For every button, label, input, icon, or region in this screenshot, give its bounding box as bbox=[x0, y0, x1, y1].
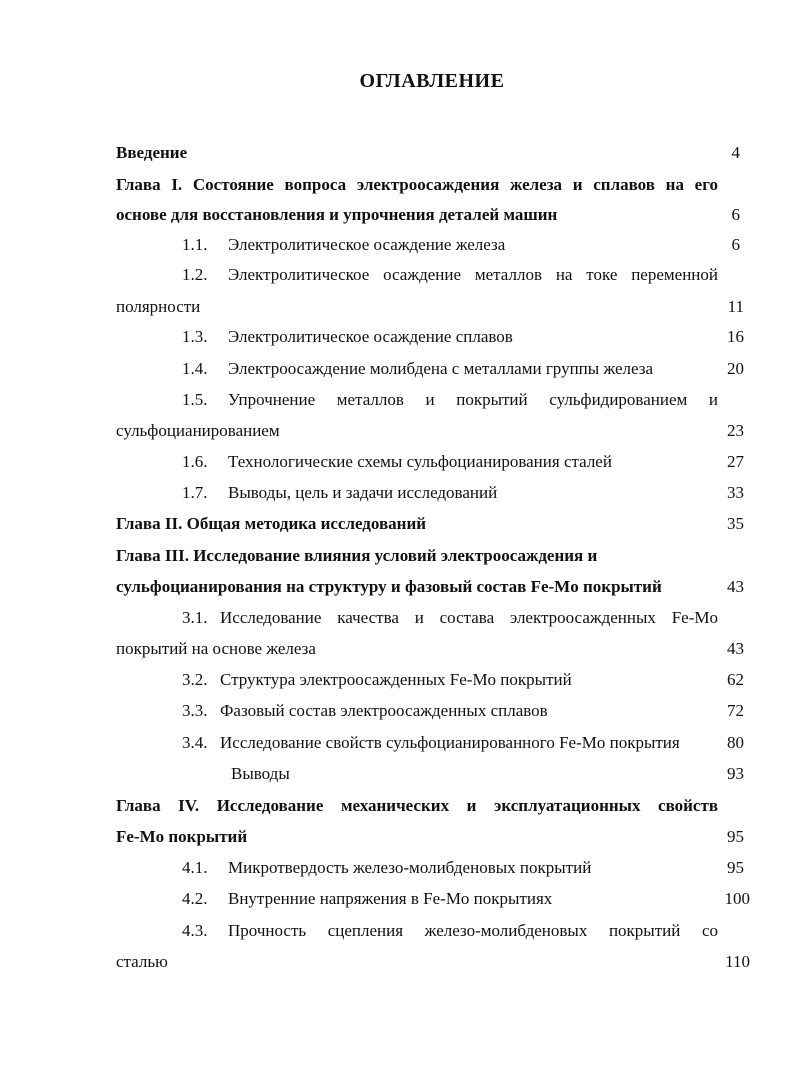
toc-page-number: 11 bbox=[727, 297, 744, 316]
toc-chapter-3-line-1: Глава III. Исследование влияния условий электроосаждения и bbox=[116, 546, 598, 565]
toc-section-1-2-line-1: 1.2. Электролитическое осаждение металлов на токе переменной bbox=[182, 265, 718, 284]
toc-page-number: 6 bbox=[731, 235, 740, 254]
toc-section-1-4: 1.4. Электроосаждение молибдена с металлами группы железа bbox=[182, 359, 654, 378]
toc-section-1-5-line-1: 1.5. Упрочнение металлов и покрытий сульфидированием и bbox=[182, 390, 718, 409]
toc-page-number: 95 bbox=[727, 858, 744, 877]
toc-section-3-1-line-2: покрытий на основе железа bbox=[116, 639, 316, 658]
toc-chapter-4-line-2: Fe-Mo покрытий bbox=[116, 827, 248, 846]
toc-section-3-2: 3.2. Структура электроосажденных Fe-Mo покрытий bbox=[182, 670, 572, 689]
toc-page-number: 80 bbox=[727, 733, 744, 752]
toc-section-4-3-line-1: 4.3. Прочность сцепления железо-молибденовых покрытий со bbox=[182, 921, 718, 940]
toc-page-number: 23 bbox=[727, 421, 744, 440]
toc-section-4-1: 4.1. Микротвердость железо-молибденовых покрытий bbox=[182, 858, 592, 877]
toc-page-number: 100 bbox=[724, 889, 750, 908]
toc-page-number: 4 bbox=[731, 143, 740, 162]
toc-chapter-1-line-1: Глава I. Состояние вопроса электроосаждения железа и сплавов на его bbox=[116, 175, 718, 194]
toc-section-1-3: 1.3. Электролитическое осаждение сплавов bbox=[182, 327, 513, 346]
toc-chapter-3-line-2: сульфоцианирования на структуру и фазовый состав Fe-Mo покрытий bbox=[116, 577, 662, 596]
toc-section-1-1: 1.1. Электролитическое осаждение железа bbox=[182, 235, 506, 254]
toc-section-1-5-line-2: сульфоцианированием bbox=[116, 421, 280, 440]
toc-entry-introduction: Введение bbox=[116, 143, 188, 162]
toc-page-number: 27 bbox=[727, 452, 744, 471]
toc-chapter-2: Глава II. Общая методика исследований bbox=[116, 514, 427, 533]
toc-section-1-2-line-2: полярности bbox=[116, 297, 201, 316]
toc-page-number: 6 bbox=[731, 205, 740, 224]
toc-conclusions: Выводы bbox=[231, 764, 290, 783]
toc-section-3-3: 3.3. Фазовый состав электроосажденных сплавов bbox=[182, 701, 548, 720]
toc-section-1-7: 1.7. Выводы, цель и задачи исследований bbox=[182, 483, 498, 502]
toc-page-number: 110 bbox=[725, 952, 750, 971]
toc-section-3-4: 3.4. Исследование свойств сульфоцианированного Fe-Mo покрытия bbox=[182, 733, 680, 752]
toc-page-number: 43 bbox=[727, 577, 744, 596]
toc-page-number: 20 bbox=[727, 359, 744, 378]
toc-page-number: 72 bbox=[727, 701, 744, 720]
toc-section-3-1-line-1: 3.1. Исследование качества и состава электроосажденных Fe-Mo bbox=[182, 608, 718, 627]
toc-section-4-3-line-2: сталью bbox=[116, 952, 168, 971]
toc-chapter-1-line-2: основе для восстановления и упрочнения деталей машин bbox=[116, 205, 558, 224]
toc-page-number: 35 bbox=[727, 514, 744, 533]
toc-page-number: 16 bbox=[727, 327, 744, 346]
toc-page-number: 93 bbox=[727, 764, 744, 783]
toc-chapter-4-line-1: Глава IV. Исследование механических и эксплуатационных свойств bbox=[116, 796, 718, 815]
toc-page-number: 62 bbox=[727, 670, 744, 689]
toc-section-4-2: 4.2. Внутренние напряжения в Fe-Mo покрытиях bbox=[182, 889, 553, 908]
toc-page-number: 95 bbox=[727, 827, 744, 846]
toc-page-number: 33 bbox=[727, 483, 744, 502]
page-title: ОГЛАВЛЕНИЕ bbox=[359, 70, 505, 92]
toc-section-1-6: 1.6. Технологические схемы сульфоцианирования сталей bbox=[182, 452, 612, 471]
toc-page-number: 43 bbox=[727, 639, 744, 658]
